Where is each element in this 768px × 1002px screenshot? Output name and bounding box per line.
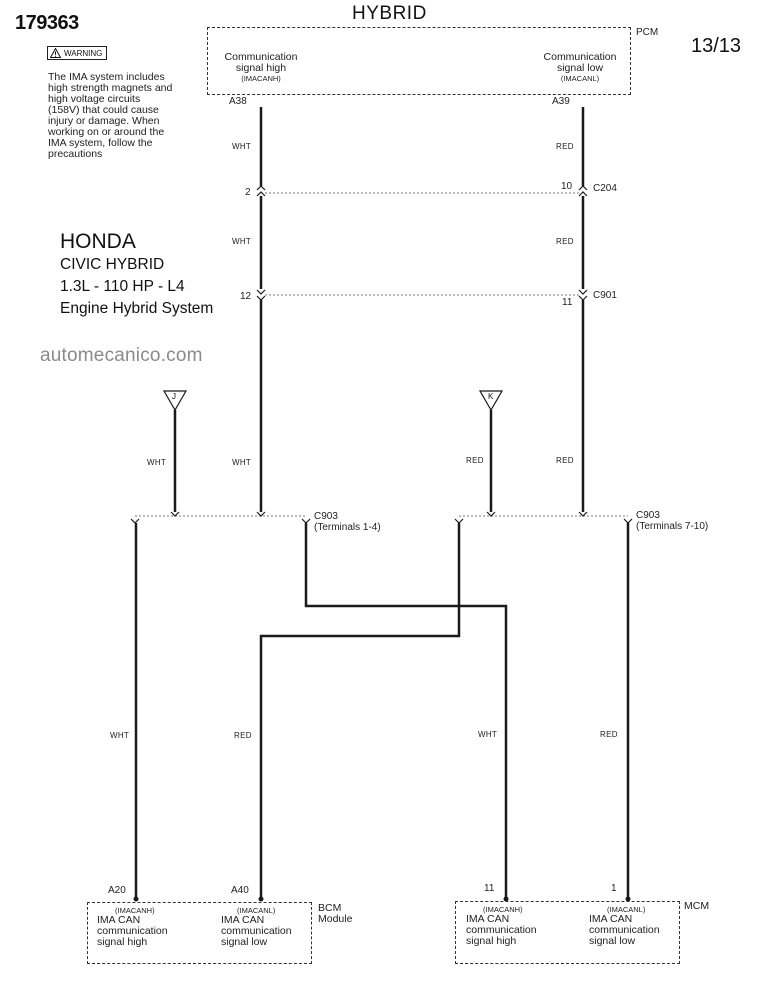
splice-j-label: J bbox=[172, 392, 176, 401]
wire-color-red-2: RED bbox=[556, 237, 574, 246]
c903a-terminals: (Terminals 1-4) bbox=[314, 522, 381, 533]
bcm-signal-low bbox=[221, 906, 292, 948]
pcm-pin-low: A39 bbox=[552, 96, 570, 107]
pcm-signal-low bbox=[538, 52, 622, 83]
mcm-pin-high: 11 bbox=[484, 883, 495, 894]
vehicle-make: HONDA bbox=[60, 230, 136, 253]
wire-color-wht-3: WHT bbox=[232, 458, 252, 467]
mcm-signal-high-label: IMA CAN communication signal high bbox=[466, 913, 537, 947]
c204-low-arrow bbox=[579, 186, 587, 196]
wire-color-red-bcm: RED bbox=[234, 731, 252, 740]
wire-color-wht-1: WHT bbox=[232, 142, 252, 151]
pcm-signal-high-sub: (IMACANH) bbox=[241, 74, 281, 83]
mcm-signal-high-sub: (IMACANH) bbox=[483, 905, 523, 914]
bcm-signal-low-sub: (IMACANL) bbox=[237, 906, 276, 915]
diagram-title: HYBRID bbox=[352, 3, 427, 24]
c204-pin-high: 2 bbox=[245, 187, 251, 198]
c204-high-arrow bbox=[257, 186, 265, 196]
c903a-label: C903 bbox=[314, 511, 338, 522]
mcm-label: MCM bbox=[684, 900, 710, 912]
c903b-arrow-4 bbox=[624, 519, 632, 523]
c903a-arrow-4 bbox=[302, 519, 310, 523]
pcm-pin-high: A38 bbox=[229, 96, 247, 107]
wire-color-red-mcm: RED bbox=[600, 730, 618, 739]
warning-triangle-icon bbox=[50, 48, 61, 58]
warning-label: WARNING bbox=[64, 48, 103, 58]
vehicle-engine: 1.3L - 110 HP - L4 bbox=[60, 278, 185, 295]
bcm-signal-high bbox=[97, 906, 168, 948]
c901-pin-low: 11 bbox=[562, 297, 573, 308]
wire-cross-to-mcm-high bbox=[306, 523, 506, 897]
wire-color-red-1: RED bbox=[556, 142, 574, 151]
bcm-pin-low-dot bbox=[259, 897, 264, 902]
bcm-label: BCM Module bbox=[318, 902, 353, 925]
pcm-signal-low-sub: (IMACANL) bbox=[560, 74, 600, 83]
pcm-signal-low-label: Communication signal low bbox=[543, 51, 617, 74]
warning-text: The IMA system includes high strength magnets and high voltage circuits (158V) that could cause injury or damage. When working on or around the IMA system, follow the precautions bbox=[48, 71, 173, 160]
c903a-arrow-1 bbox=[131, 519, 139, 523]
c901-pin-high: 12 bbox=[240, 291, 252, 302]
vehicle-system: Engine Hybrid System bbox=[60, 300, 214, 317]
splice-k-label: K bbox=[488, 392, 494, 401]
watermark: automecanico.com bbox=[40, 345, 203, 366]
c903b-arrow-3 bbox=[579, 512, 587, 516]
wire-color-red-k: RED bbox=[466, 456, 484, 465]
bcm-signal-low-label: IMA CAN communication signal low bbox=[221, 914, 292, 948]
mcm-signal-low bbox=[589, 905, 660, 947]
pcm-signal-high-label: Communication signal high bbox=[224, 51, 298, 74]
wire-cross-to-bcm-low bbox=[261, 523, 459, 897]
c204-label: C204 bbox=[593, 183, 617, 194]
mcm-signal-low-label: IMA CAN communication signal low bbox=[589, 913, 660, 947]
bcm-pin-low: A40 bbox=[231, 885, 249, 896]
c901-label: C901 bbox=[593, 290, 617, 301]
mcm-pin-low: 1 bbox=[611, 883, 617, 894]
c903a-arrow-3 bbox=[257, 512, 265, 516]
bcm-signal-high-sub: (IMACANH) bbox=[115, 906, 155, 915]
mcm-signal-low-sub: (IMACANL) bbox=[607, 905, 646, 914]
mcm-signal-high bbox=[466, 905, 537, 947]
c903b-terminals: (Terminals 7-10) bbox=[636, 521, 709, 532]
c903b-arrow-2 bbox=[487, 512, 495, 516]
c903b-label-group bbox=[636, 510, 708, 532]
wire-color-wht-j: WHT bbox=[147, 458, 167, 467]
pcm-signal-high bbox=[219, 52, 303, 83]
c903b-arrow-1 bbox=[455, 519, 463, 523]
wire-color-wht-mcm: WHT bbox=[478, 730, 498, 739]
c903a-arrow-2 bbox=[171, 512, 179, 516]
warning-badge bbox=[47, 46, 107, 60]
pcm-label: PCM bbox=[636, 27, 659, 38]
c901-low-arrow bbox=[579, 290, 587, 300]
page-number: 13/13 bbox=[691, 35, 742, 57]
wire-color-wht-2: WHT bbox=[232, 237, 252, 246]
document-id: 179363 bbox=[15, 12, 79, 34]
vehicle-model: CIVIC HYBRID bbox=[60, 256, 165, 273]
c901-high-arrow bbox=[257, 290, 265, 300]
bcm-signal-high-label: IMA CAN communication signal high bbox=[97, 914, 168, 948]
wire-color-wht-bcm: WHT bbox=[110, 731, 130, 740]
bcm-pin-high: A20 bbox=[108, 885, 126, 896]
wire-color-red-3: RED bbox=[556, 456, 574, 465]
c903a-label-group bbox=[314, 511, 381, 533]
c204-pin-low: 10 bbox=[561, 181, 573, 192]
bcm-pin-high-dot bbox=[134, 897, 139, 902]
c903b-label: C903 bbox=[636, 510, 660, 521]
